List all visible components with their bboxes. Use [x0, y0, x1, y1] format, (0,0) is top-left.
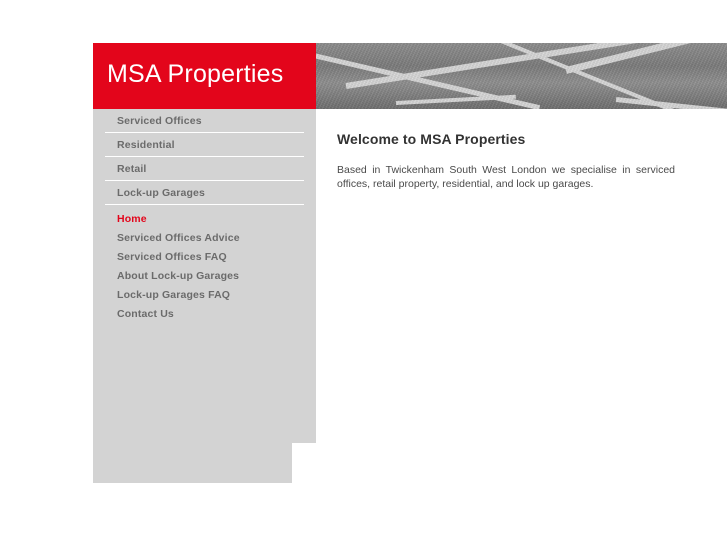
banner-texture: [316, 43, 727, 109]
sidebar-item-serviced-offices-advice[interactable]: Serviced Offices Advice: [117, 232, 240, 244]
site-header: [93, 43, 727, 109]
site-logo-text: MSA Properties: [107, 60, 284, 88]
sidebar-item-residential[interactable]: Residential: [105, 133, 304, 157]
page-title: Welcome to MSA Properties: [337, 131, 526, 147]
sidebar-item-home[interactable]: Home: [117, 213, 147, 225]
sidebar-item-about-lock-up-garages[interactable]: About Lock-up Garages: [117, 270, 240, 282]
sidebar-item-lock-up-garages-faq[interactable]: Lock-up Garages FAQ: [117, 289, 231, 301]
logo-block[interactable]: [93, 43, 316, 109]
sidebar-primary-nav: [105, 109, 304, 205]
site-body: [93, 109, 727, 502]
intro-paragraph: Based in Twickenham South West London we specialise in serviced offices, retail property, residential, and lock up garages.: [337, 164, 675, 190]
sidebar-item-serviced-offices[interactable]: Serviced Offices: [105, 109, 304, 133]
main-content: [316, 109, 727, 502]
sidebar-item-contact-us[interactable]: Contact Us: [117, 308, 174, 320]
sidebar-item-serviced-offices-faq[interactable]: Serviced Offices FAQ: [117, 251, 227, 263]
road-photo-banner: [316, 43, 727, 109]
sidebar-lower-panel: [93, 419, 292, 483]
sidebar-secondary-nav: [105, 210, 304, 324]
sidebar-item-lock-up-garages[interactable]: Lock-up Garages: [105, 181, 304, 205]
sidebar-item-retail[interactable]: Retail: [105, 157, 304, 181]
sidebar: [93, 109, 316, 419]
sidebar-corner-notch: [292, 419, 316, 443]
